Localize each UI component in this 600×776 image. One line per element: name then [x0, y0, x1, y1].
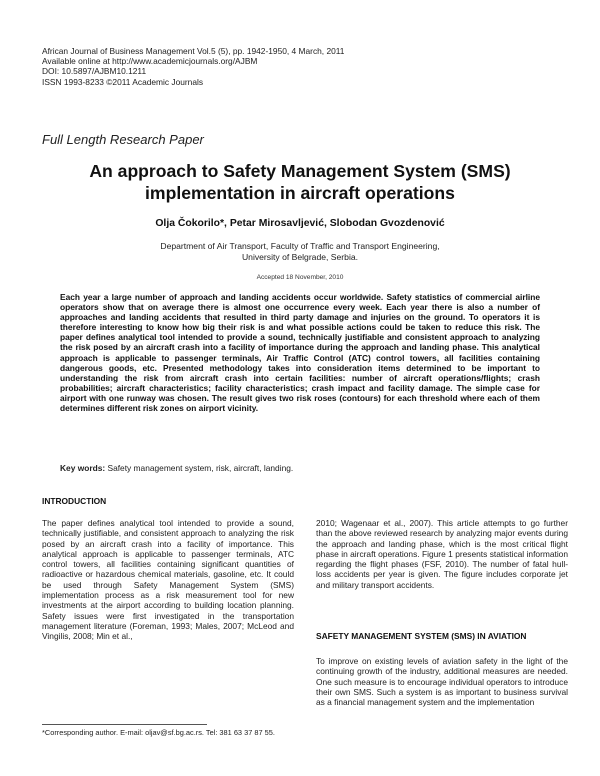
journal-issn: ISSN 1993-8233 ©2011 Academic Journals [42, 76, 204, 87]
introduction-column-1: The paper defines analytical tool intended to provide a sound, technically justifiable, and consistent approach to analyzing the risk posed by an aircraft crash into a facility of importance. This analytical approach is applicable to passenger terminals, ATC control towers, all facilities containing significant quantities of radioactive or hazardous chemical materials, gasoline, etc. It could be used through Safety Management System (SMS) implementation process as a risk measurement tool for new investments at the airport according to building location planning. Safety issues were first investigated in the transportation management literature (Foreman, 1993; Males, 2007; McLeod and Vingilis, 2008; Min et al., [42, 518, 294, 642]
journal-url: Available online at http://www.academicjournals.org/AJBM [42, 56, 258, 67]
abstract: Each year a large number of approach and landing accidents occur worldwide. Safety statistics of commercial airline operators show that on average there is almost one occurrence every week. Each year there is also a number of approaches and landing accidents that resulted in third party damage and injuries on the ground. To operators it is therefore interesting to know how big their risk is and what possible actions could be taken to reduce this risk. The paper defines analytical tool intended to provide a sound, technically justifiable and consistent approach to analyzing the risk posed by an aircraft crash into a facility of importance during the approach and landing phase. This analytical approach is applicable to passenger terminals, Air Traffic Control (ATC) control towers, all facilities containing dangerous goods, etc. Presented methodology takes into consideration items determined to be important to understanding the risk from aircraft crash into certain facilities: number of aircraft operations/flights; crash probabilities; aircraft characteristics; facility characteristics; crash impact and facility damage. The simple case for airport with one runway was chosen. The result gives two risk roses (contours) for each threshold where each of them determines different risk zones on airport vicinity. [60, 292, 540, 414]
journal-header [42, 46, 562, 87]
introduction-heading: INTRODUCTION [42, 496, 107, 506]
sms-section-heading: SAFETY MANAGEMENT SYSTEM (SMS) IN AVIATION [316, 631, 527, 641]
authors: Olja Čokorilo*, Petar Mirosavljević, Slobodan Gvozdenović [155, 218, 445, 229]
keywords [60, 463, 540, 473]
journal-citation: African Journal of Business Management Vol.5 (5), pp. 1942-1950, 4 March, 2011 [42, 46, 345, 56]
sms-section-text: To improve on existing levels of aviation safety in the light of the continuing growth of the industry, additional measures are needed. One such measure is to encourage individual operators to introduce their own SMS. Such a system is as important to business survival as a financial management system and the implementation [316, 656, 568, 708]
paper-title: An approach to Safety Management System (SMS) implementation in aircraft operations [89, 161, 511, 203]
corresponding-author-footnote: *Corresponding author. E-mail: oljav@sf.bg.ac.rs. Tel: 381 63 37 87 55. [42, 728, 275, 737]
introduction-column-2: 2010; Wagenaar et al., 2007). This article attempts to go further than the above reviewed research by analyzing major events during the approach and landing phase, which is the most critical flight phase in aircraft operations. Figure 1 presents statistical information regarding the flight phases (FSF, 2010). The number of fatal hull-loss accidents per year is given. The figure includes corporate jet and military transport accidents. [316, 518, 568, 590]
keywords-label: Key words: [60, 463, 106, 473]
accepted-date: Accepted 18 November, 2010 [256, 274, 344, 281]
journal-doi: DOI: 10.5897/AJBM10.1211 [42, 66, 147, 77]
paper-type: Full Length Research Paper [42, 132, 204, 147]
affiliation: Department of Air Transport, Faculty of Traffic and Transport Engineering, University of Belgrade, Serbia. [160, 241, 440, 262]
keywords-text: Safety management system, risk, aircraft, landing. [107, 463, 294, 473]
footnote-divider [42, 724, 207, 725]
